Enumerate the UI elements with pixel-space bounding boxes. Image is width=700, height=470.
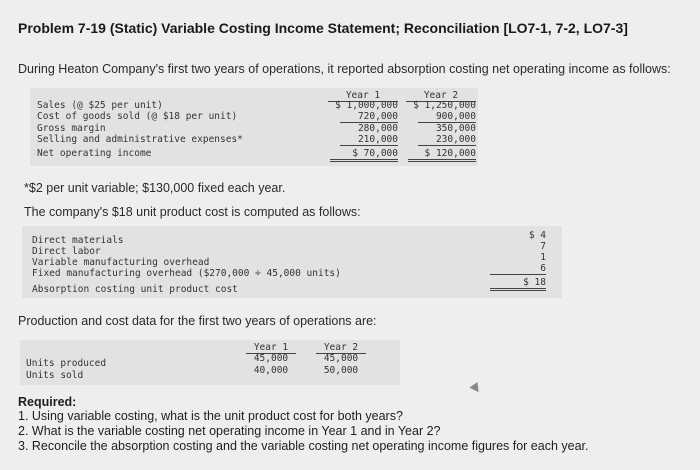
is-row-y1: 210,000: [340, 134, 398, 146]
footnote: *$2 per unit variable; $130,000 fixed each year.: [24, 181, 286, 195]
uc-row-label: Variable manufacturing overhead: [32, 257, 210, 268]
uc-row-value: 7: [540, 241, 546, 252]
is-row-y2: $ 120,000: [408, 148, 476, 162]
prod-row-y2: 45,000: [323, 353, 359, 364]
uc-row-value: 1: [540, 252, 546, 263]
year1-header: Year 1: [328, 90, 398, 102]
is-row-y2: $ 1,250,000: [413, 100, 476, 111]
production-table: [20, 340, 400, 385]
year2-header: Year 2: [406, 90, 476, 102]
is-row-label: Gross margin: [37, 123, 106, 134]
prod-row-y1: 45,000: [253, 353, 289, 364]
mouse-cursor-icon: [469, 382, 482, 395]
prod-row-label: Units produced: [26, 358, 107, 369]
required-item: 2. What is the variable costing net operating income in Year 1 and in Year 2?: [18, 424, 441, 438]
is-row-y2: 230,000: [418, 134, 476, 146]
uc-row-value: $ 18: [490, 277, 546, 291]
uc-row-value: 6: [490, 263, 546, 275]
is-row-y1: $ 70,000: [330, 148, 398, 162]
uc-row-label: Fixed manufacturing overhead ($270,000 ÷ 45,000 units): [32, 268, 341, 279]
is-row-y1: 720,000: [340, 111, 398, 123]
unit-cost-table: [22, 226, 562, 298]
prod-row-y2: 50,000: [323, 365, 359, 376]
unit-cost-intro: The company's $18 unit product cost is computed as follows:: [24, 205, 361, 219]
is-row-label: Net operating income: [37, 148, 152, 159]
uc-row-label: Absorption costing unit product cost: [32, 284, 238, 295]
required-item: 3. Reconcile the absorption costing and the variable costing net operating income figures for each year.: [18, 439, 589, 453]
required-item: 1. Using variable costing, what is the unit product cost for both years?: [18, 409, 403, 423]
prod-year2-header: Year 2: [316, 342, 366, 354]
is-row-label: Sales (@ $25 per unit): [37, 100, 163, 111]
is-row-y2: 350,000: [435, 123, 476, 134]
prod-year1-header: Year 1: [246, 342, 296, 354]
production-intro: Production and cost data for the first two years of operations are:: [18, 314, 377, 328]
intro-text: During Heaton Company's first two years of operations, it reported absorption costing net operating income as follows:: [18, 62, 671, 76]
is-row-y2: 900,000: [418, 111, 476, 123]
prod-row-y1: 40,000: [253, 365, 289, 376]
uc-row-label: Direct materials: [32, 235, 124, 246]
uc-row-value: $ 4: [528, 230, 546, 241]
is-row-label: Selling and administrative expenses*: [37, 134, 243, 145]
uc-row-label: Direct labor: [32, 246, 101, 257]
is-row-y1: $ 1,000,000: [335, 100, 398, 111]
prod-row-label: Units sold: [26, 370, 84, 381]
required-heading: Required:: [18, 395, 77, 409]
income-statement-table: [30, 88, 478, 166]
is-row-label: Cost of goods sold (@ $18 per unit): [37, 111, 238, 122]
is-row-y1: 280,000: [357, 123, 398, 134]
problem-title: Problem 7-19 (Static) Variable Costing Income Statement; Reconciliation [LO7-1, 7-2, LO7-3]: [18, 20, 628, 36]
